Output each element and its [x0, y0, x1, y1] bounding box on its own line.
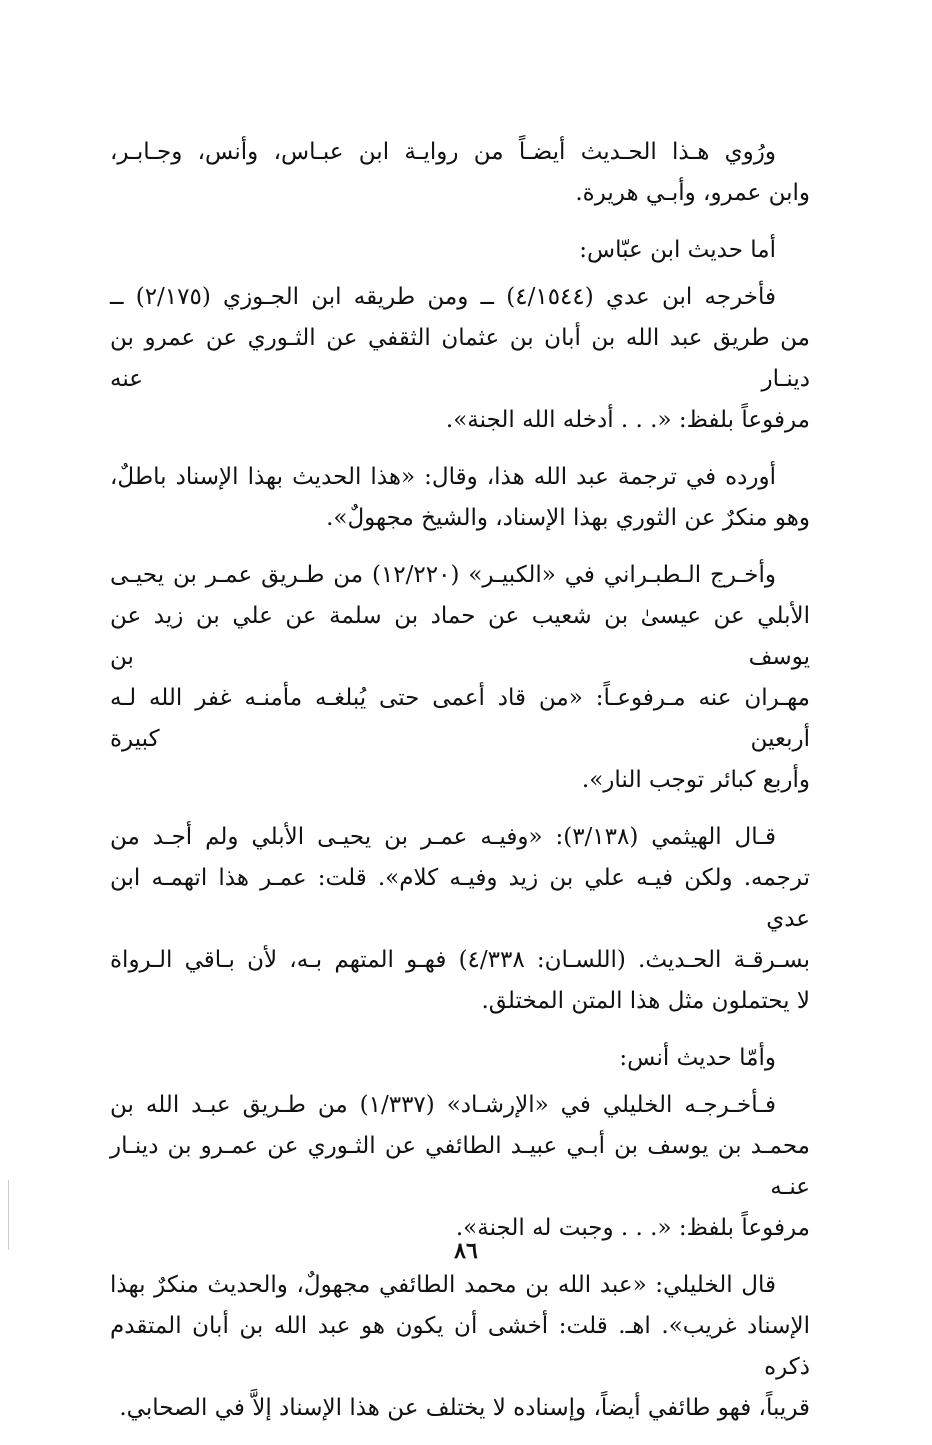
section-heading-anas: وأمّا حديث أنس: [619, 1045, 776, 1071]
text-line: وهو منكرٌ عن الثوري بهذا الإسناد، والشيخ مجهولٌ». [326, 505, 810, 531]
text-line: وأخـرج الـطبـراني في «الكبيـر» (١٢/٢٢٠) من طـريق عمـر بن يحيـى [110, 562, 776, 588]
text-line: وابن عمرو، وأبـي هريرة. [575, 180, 810, 206]
paragraph-5 [110, 817, 810, 1022]
paragraph-1 [110, 132, 810, 214]
text-line: الإسناد غريب». اهـ. قلت: أخشى أن يكون هو عبد الله بن أبان المتقدم ذكره [110, 1313, 810, 1380]
text-line: فـأخـرجـه الخليلي في «الإرشـاد» (١/٣٣٧) من طـريق عبـد الله بن [110, 1092, 776, 1118]
text-line: مرفوعاً بلفظ: «. . . أدخله الله الجنة». [445, 407, 810, 433]
paragraph-7 [110, 1265, 810, 1429]
text-line: بسـرقـة الحـديث. (اللسـان: ٤/٣٣٨) فهـو المتهم بـه، لأن بـاقي الـرواة [110, 947, 810, 973]
text-line: الأبلي عن عيسىٰ بن شعيب عن حماد بن سلمة عن علي بن زيد عن يوسف بن [110, 603, 810, 670]
text-line: من طريق عبد الله بن أبان بن عثمان الثقفي عن الثـوري عن عمرو بن دينـار عنه [110, 325, 810, 392]
section-heading-ibn-abbas: أما حديث ابن عبّاس: [579, 237, 776, 263]
text-line: لا يحتملون مثل هذا المتن المختلق. [481, 988, 810, 1014]
text-line: مهـران عنه مـرفوعـاً: «من قاد أعمى حتى يُبلغـه مأمنـه غفر الله لـه أربعين كبيرة [110, 685, 810, 752]
text-line: أورده في ترجمة عبد الله هذا، وقال: «هذا الحديث بهذا الإسناد باطلٌ، [110, 464, 776, 490]
text-line: قال الخليلي: «عبد الله بن محمد الطائفي مجهولٌ، والحديث منكرٌ بهذا [110, 1272, 776, 1298]
text-line: قريباً، فهو طائفي أيضاً، وإسناده لا يختلف عن هذا الإسناد إلاَّ في الصحابي. [119, 1395, 810, 1421]
text-line: وأربع كبائر توجب النار». [581, 767, 810, 793]
text-line: فأخرجه ابن عدي (٤/١٥٤٤) ــ ومن طريقه ابن الجـوزي (٢/١٧٥) ــ [110, 284, 776, 310]
text-line: ورُوي هـذا الحـديث أيضـاً من روايـة ابن عبـاس، وأنس، وجـابـر، [110, 139, 776, 165]
paragraph-4 [110, 555, 810, 801]
text-line: محمـد بن يوسف بن أبـي عبيـد الطائفي عن الثـوري عن عمـرو بن دينـار عنـه [110, 1133, 810, 1200]
text-line: مرفوعاً بلفظ: «. . . وجبت له الجنة». [455, 1215, 810, 1241]
scan-edge-mark [8, 1180, 9, 1250]
paragraph-2 [110, 277, 810, 441]
text-line: ترجمه. ولكن فيـه علي بن زيد وفيـه كلام». قلت: عمـر هذا اتهمـه ابن عدي [110, 865, 810, 932]
paragraph-3 [110, 457, 810, 539]
page-number: ٨٦ [454, 1238, 478, 1264]
text-line: قـال الهيثمي (٣/١٣٨): «وفيـه عمـر بن يحيـى الأبلي ولم أجـد من [110, 824, 776, 850]
paragraph-6 [110, 1085, 810, 1249]
